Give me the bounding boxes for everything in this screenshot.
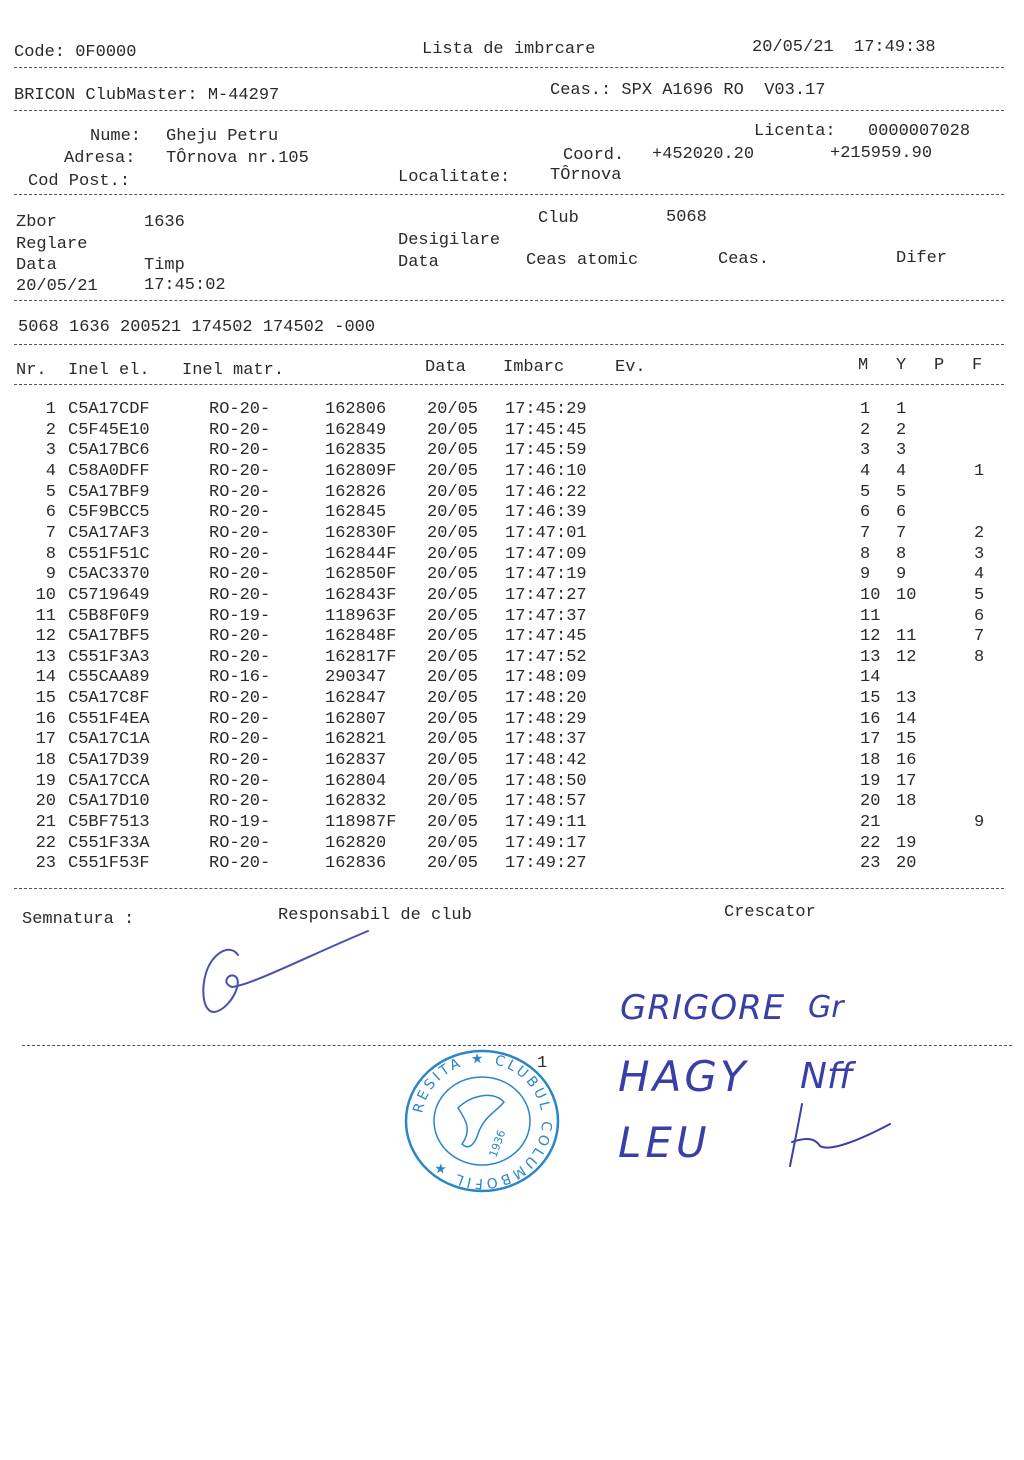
col-m-value: 17 [860,730,881,750]
basket-date: 20/05 [427,833,479,853]
divider [14,194,1004,195]
col-y-value: 1 [896,400,907,419]
col-m-value: 10 [860,585,881,605]
electronic-ring: C5A17BF9 [68,482,150,502]
basket-date: 20/05 [427,482,479,502]
electronic-ring: C5AC3370 [68,565,150,585]
ring-prefix: RO-20- [209,689,271,709]
ring-prefix: RO-20- [209,400,271,419]
basket-time: 17:47:09 [505,544,587,564]
row-number: 15 [35,689,56,709]
club-stamp [400,1046,564,1196]
col-m-value: 23 [860,854,881,874]
col-y-value: 15 [896,730,917,750]
ring-prefix: RO-20- [209,833,271,853]
ring-number: 290347 [325,668,387,688]
data-label: Data [16,256,57,275]
electronic-ring: C5B8F0F9 [68,606,150,626]
svg-text:1936: 1936 [486,1128,509,1160]
basket-time: 17:48:42 [505,751,587,771]
electronic-ring: C5A17BC6 [68,441,150,461]
col-f: F [972,356,983,375]
basket-time: 17:47:37 [505,606,587,626]
col-m-value: 15 [860,689,881,709]
row-number: 22 [35,833,56,853]
basket-date: 20/05 [427,751,479,771]
basket-time: 17:47:19 [505,565,587,585]
col-y-value: 6 [896,503,907,523]
col-y-value: 2 [896,420,907,440]
col-m-value: 12 [860,627,881,647]
col-y-value: 12 [896,647,917,667]
ring-prefix: RO-20- [209,461,271,481]
ring-prefix: RO-19- [209,606,271,626]
col-y-value: 9 [896,565,907,585]
col-y: Y [896,356,907,375]
basket-time: 17:48:20 [505,689,587,709]
row-number: 4 [45,461,56,481]
col-imbarc: Imbarc [503,358,565,377]
ring-prefix: RO-20- [209,503,271,523]
ring-number: 118987F [325,813,397,832]
basket-time: 17:49:27 [505,854,587,874]
ring-prefix: RO-20- [209,854,271,874]
electronic-ring: C5BF7513 [68,813,150,832]
basket-time: 17:48:50 [505,771,587,791]
ring-number: 162809F [325,461,397,481]
ring-prefix: RO-20- [209,420,271,440]
col-m-value: 18 [860,751,881,771]
electronic-ring: C5A17D10 [68,792,150,812]
ring-number: 162837 [325,751,387,771]
handwritten-sig-grigore: Gr [808,990,844,1025]
code-label: Code: 0F0000 [14,43,137,62]
basket-date: 20/05 [427,461,479,481]
row-number: 6 [45,503,56,523]
col-y-value: 5 [896,482,907,502]
col-inel-matr: Inel matr. [182,361,285,380]
col-m-value: 22 [860,833,881,853]
col-m-value: 1 [860,400,871,419]
basket-time: 17:46:39 [505,503,587,523]
basket-time: 17:47:01 [505,523,587,543]
col-m-value: 8 [860,544,871,564]
col-y-value: 18 [896,792,917,812]
col-y-value: 16 [896,751,917,771]
electronic-ring: C5F9BCC5 [68,503,150,523]
ring-number: 162844F [325,544,397,564]
responsabil-label: Responsabil de club [278,906,472,925]
row-number: 2 [45,420,56,440]
ring-number: 162848F [325,627,397,647]
row-number: 14 [35,668,56,688]
basket-date: 20/05 [427,441,479,461]
col-y-value: 11 [896,627,917,647]
timp-label: Timp [144,256,185,275]
col-f-value: 6 [974,606,985,626]
row-number: 8 [45,544,56,564]
basket-time: 17:48:09 [505,668,587,688]
col-y-value: 19 [896,833,917,853]
electronic-ring: C551F53F [68,854,150,874]
crescator-label: Crescator [724,903,816,922]
row-number: 11 [35,606,56,626]
col-m-value: 21 [860,813,881,832]
basket-time: 17:47:27 [505,585,587,605]
ring-number: 162830F [325,523,397,543]
reglare-date: 20/05/21 [16,277,98,296]
ring-prefix: RO-20- [209,565,271,585]
ring-prefix: RO-20- [209,441,271,461]
electronic-ring: C58A0DFF [68,461,150,481]
basket-time: 17:45:45 [505,420,587,440]
col-m-value: 14 [860,668,881,688]
ring-prefix: RO-20- [209,751,271,771]
electronic-ring: C5719649 [68,585,150,605]
license-label: Licenta: [754,122,836,141]
basket-date: 20/05 [427,689,479,709]
basket-date: 20/05 [427,503,479,523]
electronic-ring: C551F3A3 [68,647,150,667]
divider [14,344,1004,345]
flight-summary: 5068 1636 200521 174502 174502 -000 [18,318,376,337]
basket-time: 17:49:17 [505,833,587,853]
ring-number: 162849 [325,420,387,440]
row-number: 1 [45,400,56,419]
col-f-value: 1 [974,461,985,481]
basket-time: 17:47:45 [505,627,587,647]
ring-prefix: RO-20- [209,482,271,502]
col-ev: Ev. [615,358,646,377]
page-number: 1 [537,1054,548,1073]
basket-date: 20/05 [427,627,479,647]
basket-date: 20/05 [427,668,479,688]
col-y-value: 8 [896,544,907,564]
ring-number: 162804 [325,771,387,791]
col-inel-el: Inel el. [68,361,150,380]
responsible-signature [190,925,380,1025]
electronic-ring: C5A17BF5 [68,627,150,647]
col-m-value: 6 [860,503,871,523]
col-y-value: 17 [896,771,917,791]
ring-number: 162821 [325,730,387,750]
row-number: 18 [35,751,56,771]
col-m-value: 4 [860,461,871,481]
license-number: 0000007028 [868,122,971,141]
col-m-value: 5 [860,482,871,502]
electronic-ring: C55CAA89 [68,668,150,688]
basket-date: 20/05 [427,813,479,832]
coord-lat: +452020.20 [652,145,755,164]
col-f-value: 9 [974,813,985,832]
row-number: 3 [45,441,56,461]
col-p: P [934,356,945,375]
handwritten-sig-leu [780,1096,900,1176]
semnatura-label: Semnatura : [22,910,135,929]
club-number: 5068 [666,208,707,227]
col-m-value: 2 [860,420,871,440]
ring-prefix: RO-20- [209,523,271,543]
row-number: 13 [35,647,56,667]
divider [14,67,1004,68]
row-number: 10 [35,585,56,605]
coord-lon: +215959.90 [830,144,933,163]
col-m: M [858,356,869,375]
col-m-value: 19 [860,771,881,791]
desigilare-label: Desigilare [398,231,501,250]
col-y-value: 20 [896,854,917,874]
basket-date: 20/05 [427,544,479,564]
ring-prefix: RO-16- [209,668,271,688]
ring-number: 162807 [325,709,387,729]
postcode-label: Cod Post.: [28,172,131,191]
basket-date: 20/05 [427,854,479,874]
ring-number: 162826 [325,482,387,502]
handwritten-name-leu: LEU [618,1118,711,1167]
basket-date: 20/05 [427,730,479,750]
locality: TÔrnova [550,166,622,185]
document-title: Lista de imbrcare [422,40,596,59]
divider [14,888,1004,889]
ring-prefix: RO-20- [209,709,271,729]
col-m-value: 13 [860,647,881,667]
ring-prefix: RO-20- [209,730,271,750]
col-f-value: 8 [974,647,985,667]
ring-number: 162806 [325,400,387,419]
ring-number: 162850F [325,565,397,585]
col-y-value: 14 [896,709,917,729]
ring-prefix: RO-19- [209,813,271,832]
row-number: 21 [35,813,56,832]
ring-number: 162835 [325,441,387,461]
handwritten-sig-hagy: Nff [800,1056,853,1097]
basket-date: 20/05 [427,523,479,543]
electronic-ring: C551F33A [68,833,150,853]
ring-prefix: RO-20- [209,771,271,791]
ring-prefix: RO-20- [209,585,271,605]
row-number: 5 [45,482,56,502]
divider [14,300,1004,301]
basket-date: 20/05 [427,585,479,605]
ring-number: 162836 [325,854,387,874]
ring-number: 162817F [325,647,397,667]
handwritten-name-grigore: GRIGORE [620,988,786,1028]
divider [14,110,1004,111]
owner-name: Gheju Petru [166,127,279,146]
handwritten-name-hagy: HAGY [618,1052,749,1101]
row-number: 9 [45,565,56,585]
basket-time: 17:47:52 [505,647,587,667]
basket-date: 20/05 [427,771,479,791]
basket-time: 17:45:59 [505,441,587,461]
ring-prefix: RO-20- [209,627,271,647]
electronic-ring: C551F51C [68,544,150,564]
col-m-value: 16 [860,709,881,729]
col-data: Data [425,358,466,377]
electronic-ring: C5A17AF3 [68,523,150,543]
electronic-ring: C5A17C8F [68,689,150,709]
electronic-ring: C5A17CDF [68,400,150,419]
col-m-value: 9 [860,565,871,585]
col-m-value: 3 [860,441,871,461]
svg-text:RESITA ★ CLUBUL COLUMBOFIL: RESITA ★ CLUBUL COLUMBOFIL ★ [410,1050,555,1192]
row-number: 23 [35,854,56,874]
ceas-atomic-label: Ceas atomic [526,251,639,270]
data2-label: Data [398,253,439,272]
electronic-ring: C5A17CCA [68,771,150,791]
club-label: Club [538,209,579,228]
col-f-value: 2 [974,523,985,543]
owner-address: TÔrnova nr.105 [166,149,309,168]
col-m-value: 20 [860,792,881,812]
row-number: 7 [45,523,56,543]
row-number: 17 [35,730,56,750]
print-datetime: 20/05/21 17:49:38 [752,38,936,57]
basket-date: 20/05 [427,709,479,729]
ring-prefix: RO-20- [209,544,271,564]
clock-id: Ceas.: SPX A1696 RO V03.17 [550,81,826,100]
ring-number: 162832 [325,792,387,812]
col-y-value: 4 [896,461,907,481]
divider [14,384,1004,385]
ring-number: 118963F [325,606,397,626]
zbor-number: 1636 [144,213,185,232]
col-nr: Nr. [16,361,47,380]
electronic-ring: C5A17C1A [68,730,150,750]
basket-time: 17:48:57 [505,792,587,812]
basket-date: 20/05 [427,606,479,626]
basket-date: 20/05 [427,565,479,585]
col-f-value: 4 [974,565,985,585]
address-label: Adresa: [64,149,136,168]
reglare-label: Reglare [16,235,88,254]
row-number: 20 [35,792,56,812]
col-y-value: 10 [896,585,917,605]
electronic-ring: C551F4EA [68,709,150,729]
row-number: 16 [35,709,56,729]
basket-time: 17:46:10 [505,461,587,481]
col-f-value: 3 [974,544,985,564]
ring-number: 162843F [325,585,397,605]
ceas-label: Ceas. [718,250,770,269]
row-number: 19 [35,771,56,791]
col-y-value: 13 [896,689,917,709]
electronic-ring: C5F45E10 [68,420,150,440]
reglare-time: 17:45:02 [144,276,226,295]
ring-number: 162845 [325,503,387,523]
electronic-ring: C5A17D39 [68,751,150,771]
basket-time: 17:49:11 [505,813,587,832]
basket-time: 17:48:29 [505,709,587,729]
zbor-label: Zbor [16,213,57,232]
col-y-value: 7 [896,523,907,543]
ring-number: 162847 [325,689,387,709]
col-y-value: 3 [896,441,907,461]
ring-prefix: RO-20- [209,792,271,812]
system-id: BRICON ClubMaster: M-44297 [14,86,280,105]
col-m-value: 11 [860,606,881,626]
basket-time: 17:48:37 [505,730,587,750]
basket-date: 20/05 [427,647,479,667]
difer-label: Difer [896,249,948,268]
basket-date: 20/05 [427,400,479,419]
basket-date: 20/05 [427,420,479,440]
ring-number: 162820 [325,833,387,853]
col-f-value: 7 [974,627,985,647]
basket-time: 17:45:29 [505,400,587,419]
locality-label: Localitate: [398,168,511,187]
col-m-value: 7 [860,523,871,543]
basket-time: 17:46:22 [505,482,587,502]
basket-date: 20/05 [427,792,479,812]
row-number: 12 [35,627,56,647]
name-label: Nume: [90,127,142,146]
coord-label: Coord. [563,146,625,165]
ring-prefix: RO-20- [209,647,271,667]
col-f-value: 5 [974,585,985,605]
